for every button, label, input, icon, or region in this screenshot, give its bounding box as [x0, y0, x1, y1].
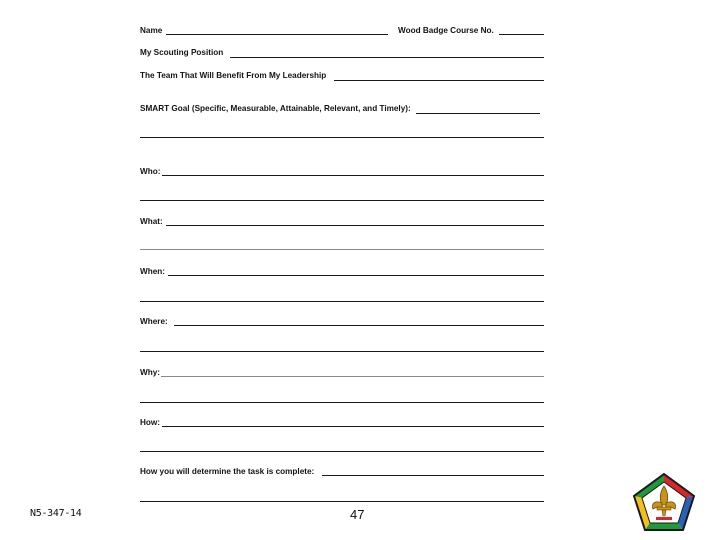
what-field-line-2[interactable] — [140, 249, 544, 250]
why-field[interactable] — [161, 376, 544, 377]
why-label: Why: — [140, 368, 161, 377]
wood-badge-emblem-icon — [632, 472, 696, 532]
name-label: Name — [140, 26, 163, 35]
when-field[interactable] — [168, 275, 544, 276]
completion-label: How you will determine the task is complete: — [140, 467, 315, 476]
smart-goal-field-line-2[interactable] — [140, 137, 544, 138]
name-field[interactable] — [166, 34, 388, 35]
smart-goal-label: SMART Goal (Specific, Measurable, Attainable, Relevant, and Timely): — [140, 104, 411, 113]
what-field[interactable] — [166, 225, 544, 226]
team-field[interactable] — [334, 80, 544, 81]
where-field-line-2[interactable] — [140, 351, 544, 352]
when-label: When: — [140, 267, 166, 276]
what-label: What: — [140, 217, 163, 226]
smart-goal-field[interactable] — [416, 113, 540, 114]
completion-field-line-2[interactable] — [140, 501, 544, 502]
where-field[interactable] — [174, 325, 544, 326]
how-label: How: — [140, 418, 161, 427]
course-number-field[interactable] — [499, 34, 544, 35]
how-field[interactable] — [162, 426, 544, 427]
scouting-position-label: My Scouting Position — [140, 48, 224, 57]
page-number: 47 — [350, 507, 365, 522]
course-number-label: Wood Badge Course No. — [398, 26, 494, 35]
who-label: Who: — [140, 167, 161, 176]
team-label: The Team That Will Benefit From My Leadership — [140, 71, 327, 80]
scouting-position-field[interactable] — [230, 57, 544, 58]
how-field-line-2[interactable] — [140, 451, 544, 452]
document-code: N5-347-14 — [30, 508, 82, 519]
where-label: Where: — [140, 317, 168, 326]
when-field-line-2[interactable] — [140, 301, 544, 302]
who-field[interactable] — [162, 175, 544, 176]
why-field-line-2[interactable] — [140, 402, 544, 403]
who-field-line-2[interactable] — [140, 200, 544, 201]
completion-field[interactable] — [322, 475, 544, 476]
